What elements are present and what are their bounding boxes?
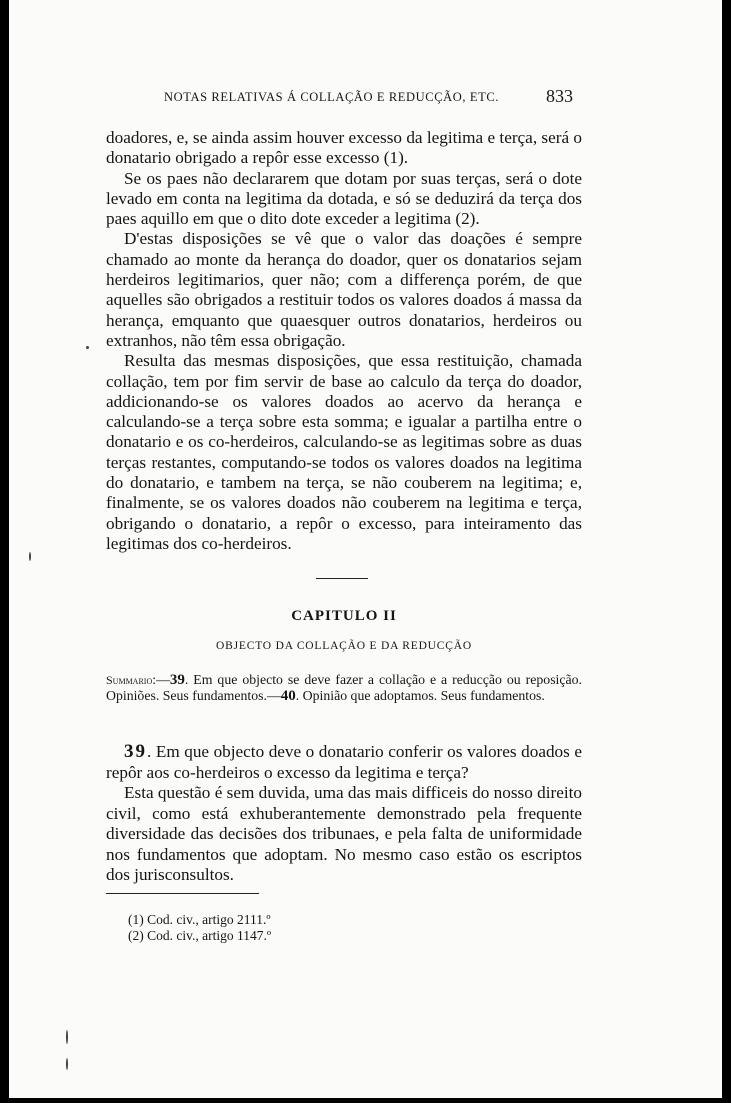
summary-text-39: . Em que objecto se deve fazer a collação e a reducção ou reposição. Opiniões. Seus fundamentos.—: [106, 672, 582, 703]
section-number: 39: [124, 741, 147, 762]
section-question: [106, 742, 582, 783]
footnotes: [128, 912, 271, 944]
summary-separator: :—: [152, 672, 170, 687]
running-head: NOTAS RELATIVAS Á COLLAÇÃO E REDUCÇÃO, ETC.: [164, 90, 499, 104]
section-39: [106, 742, 582, 886]
scan-speck: [29, 552, 31, 561]
chapter-title: CAPITULO II: [291, 608, 397, 624]
paragraph-continuation: doadores, e, se ainda assim houver excesso da legitima e terça, será o donatario obrigado a repôr esse excesso (1).: [106, 128, 582, 168]
footnote-2: (2) Cod. civ., artigo 1147.º: [128, 928, 272, 943]
body-text: [106, 128, 582, 554]
footnote-rule: [106, 893, 259, 894]
section-question-text: . Em que objecto deve o donatario conferir os valores doados e repôr aos co-herdeiros o excesso da legitima e terça?: [106, 742, 582, 782]
scan-speck: [66, 1058, 68, 1070]
scan-speck: [86, 346, 89, 349]
summary-section-number-40: 40: [280, 688, 296, 704]
scan-speck: [66, 1030, 68, 1044]
scan-border-bottom: [0, 1098, 731, 1103]
summary-lead: Summario: [106, 673, 153, 687]
scan-border-right: [722, 0, 731, 1103]
paragraph-dote: Se os paes não declararem que dotam por suas terças, será o dote levado em conta na legitima da dotada, e só se deduzirá da terça dos paes aquillo em que o dito dote exceder a legitima (2).: [106, 168, 582, 229]
paragraph-resulta: Resulta das mesmas disposições, que essa restituição, chamada collação, tem por fim servir de base ao calculo da terça do doador, addicionando-se os valores doados ao acervo da herança e calculando-se a terça sobre esta somma; e igualar a partilha entre o donatario e os co-herdeiros, calculando-se as legitimas sobre as duas terças restantes, computando-se todos os valores doados na legitima do donatario, e tambem na terça, se não couberem na legitima; e, finalmente, se os valores doados não couberem na legitima e terça, obrigando o donatario, a repôr o excesso, para inteiramento das legitimas dos co-herdeiros.: [106, 351, 582, 553]
chapter-summary: [106, 672, 582, 704]
section-divider-rule: [316, 578, 368, 579]
section-paragraph: Esta questão é sem duvida, uma das mais difficeis do nosso direito civil, como está exhuberantemente demonstrado pela frequente diversidade das decisões dos tribunaes, e pela falta de uniformidade nos fundamentos que adoptam. No mesmo caso estão os escriptos dos jurisconsultos.: [106, 783, 582, 884]
chapter-subtitle: OBJECTO DA COLLAÇÃO E DA REDUCÇÃO: [216, 640, 472, 652]
page-number: 833: [546, 86, 573, 106]
summary-section-number-39: 39: [169, 672, 185, 688]
scan-border-left: [0, 0, 9, 1103]
footnote-1: (1) Cod. civ., artigo 2111.º: [128, 912, 271, 927]
paragraph-disposicoes: D'estas disposições se vê que o valor das doações é sempre chamado ao monte da herança do doador, quer os donatarios sejam herdeiros legitimarios, quer não; com a differença porém, de que aquelles são obrigados a restituir todos os valores doados á massa da herança, emquanto que quaesquer outros donatarios, herdeiros ou extranhos, não têm essa obrigação.: [106, 229, 582, 350]
summary-text-40: . Opinião que adoptamos. Seus fundamentos.: [295, 688, 545, 703]
